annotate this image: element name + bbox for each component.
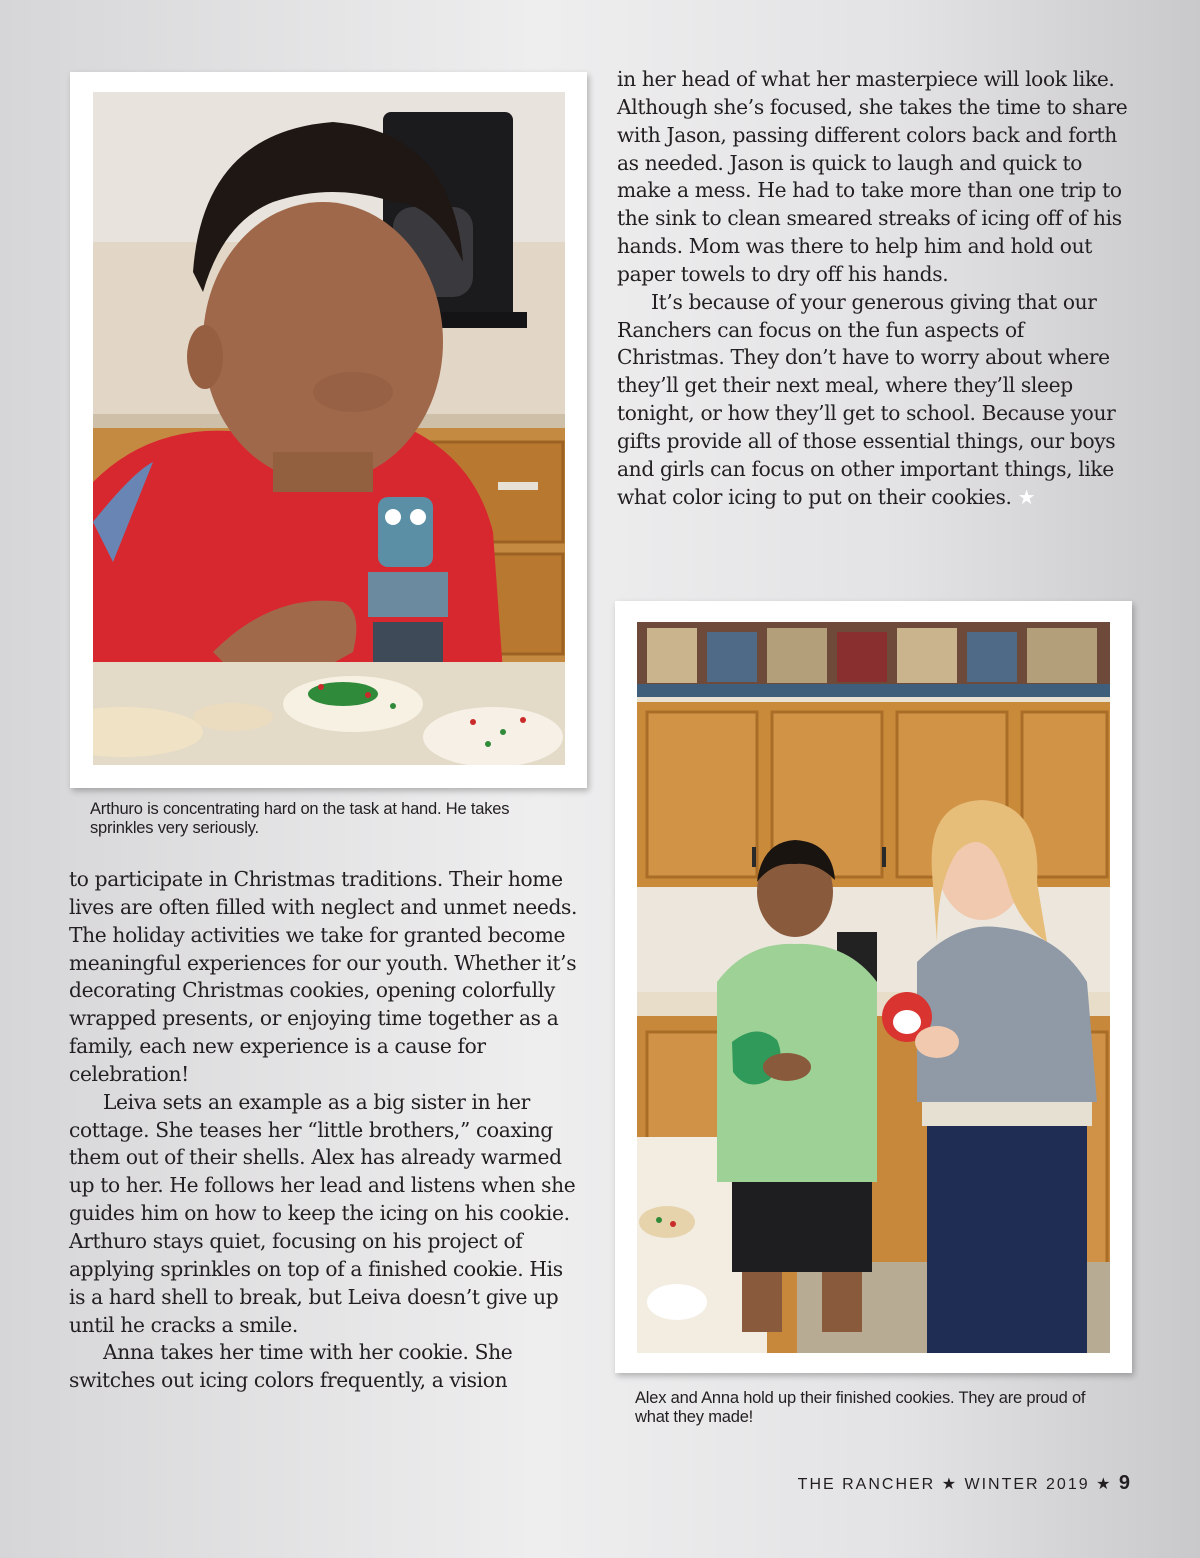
- end-star-icon: ★: [1017, 484, 1036, 509]
- body-column-left: [69, 866, 584, 1395]
- body-column-right: [617, 66, 1131, 512]
- publication-name: THE RANCHER: [797, 1476, 936, 1493]
- photo-caption-alex-anna: Alex and Anna hold up their finished cookies. They are proud of what they made!: [635, 1389, 1086, 1426]
- body-paragraph: Anna takes her time with her cookie. She switches out icing colors frequently, a vision: [69, 1340, 513, 1393]
- photo-frame-arthuro: [70, 72, 587, 788]
- issue-label: WINTER 2019: [964, 1476, 1090, 1493]
- kids-holding-cookies-photo: [637, 622, 1110, 1353]
- star-separator-icon: ★: [941, 1476, 959, 1493]
- body-paragraph: in her head of what her masterpiece will look like. Although she’s focused, she takes the time to share with Jason, passing different colors back and forth as needed. Jason is quick to laugh and quick to make a mess. He had to take more than one trip to the sink to clean smeared streaks of icing off of his hands. Mom was there to help him and hold out paper towels to dry off his hands.: [617, 67, 1128, 286]
- body-paragraph: Leiva sets an example as a big sister in her cottage. She teases her “little brothers,” coaxing them out of their shells. Alex has already warmed up to her. He follows her lead and listens when she guides him on how to keep the icing on his cookie. Arthuro stays quiet, focusing on his project of applying sprinkles on top of a finished cookie. His is a hard shell to break, but Leiva doesn’t give up until he cracks a smile.: [69, 1089, 576, 1337]
- star-separator-icon: ★: [1096, 1476, 1113, 1493]
- photo-frame-alex-anna: [615, 601, 1132, 1373]
- body-paragraph-text: It’s because of your generous giving that our Ranchers can focus on the fun aspects of Christmas. They don’t have to worry about where they’ll get their next meal, where they’ll sleep tonight, or how they’ll get to school. Because your gifts provide all of those essential things, our boys and girls can focus on other important things, like what color icing to put on their cookies.: [617, 289, 1116, 509]
- page-number: 9: [1118, 1472, 1130, 1494]
- body-paragraph: to participate in Christmas traditions. Their home lives are often filled with neglect and unmet needs. The holiday activities we take for granted become meaningful experiences for our youth. Whether it’s decorating Christmas cookies, opening colorfully wrapped presents, or enjoying time together as a family, each new experience is a cause for celebration!: [69, 867, 578, 1086]
- body-paragraph: [617, 289, 1131, 512]
- boy-decorating-cookies-photo: [93, 92, 565, 765]
- page-footer: [798, 1472, 1130, 1495]
- photo-caption-arthuro: Arthuro is concentrating hard on the task at hand. He takes sprinkles very seriously.: [90, 800, 510, 837]
